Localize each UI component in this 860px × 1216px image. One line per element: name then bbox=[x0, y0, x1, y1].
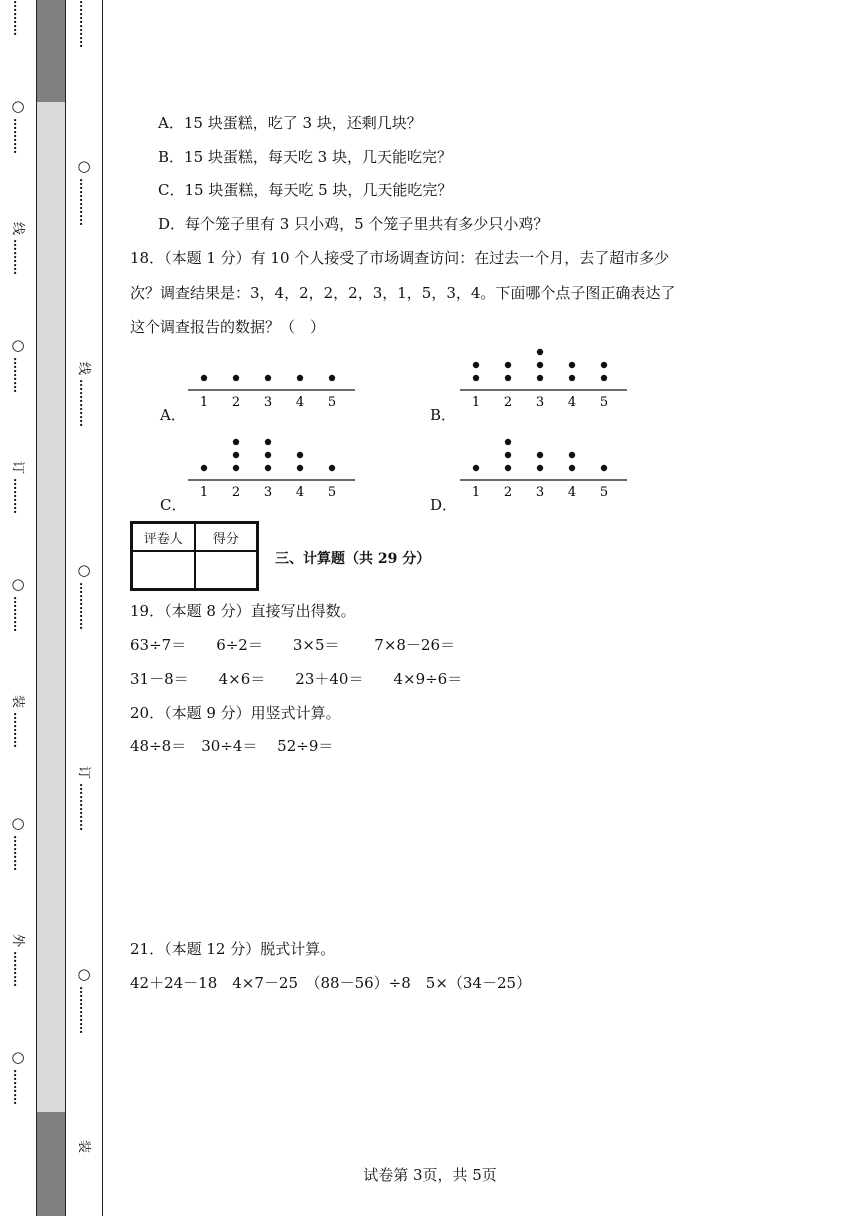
circle-mark: ○ bbox=[11, 97, 25, 115]
plot-tick-label: 5 bbox=[599, 395, 609, 410]
plot-tick-label: 4 bbox=[567, 485, 577, 500]
binding-margin-gray bbox=[37, 0, 66, 1216]
plot-dot bbox=[569, 375, 575, 381]
plot-tick-label: 1 bbox=[471, 485, 481, 500]
plot-dot bbox=[569, 465, 575, 471]
plot-tick-label: 1 bbox=[199, 395, 209, 410]
q18-text-line-2: 次？调查结果是：3，4，2，2，2，3，1，5，3，4。下面哪个点子图正确表达了 bbox=[130, 284, 676, 302]
plot-dot bbox=[233, 465, 239, 471]
circle-mark: ○ bbox=[77, 157, 91, 175]
plot-dot bbox=[537, 452, 543, 458]
plot-dot bbox=[569, 362, 575, 368]
plot-tick-label: 3 bbox=[535, 485, 545, 500]
plot-dot bbox=[537, 349, 543, 355]
circle-mark: ○ bbox=[11, 1048, 25, 1066]
plot-d-label[interactable]: D． bbox=[430, 496, 458, 514]
plot-tick-label: 2 bbox=[231, 395, 241, 410]
plot-dot bbox=[297, 375, 303, 381]
plot-c-label[interactable]: C． bbox=[160, 496, 187, 514]
plot-dot bbox=[473, 362, 479, 368]
dot-plot-b[interactable] bbox=[452, 340, 632, 410]
circle-mark: ○ bbox=[77, 561, 91, 579]
margin-char-outer: 外 bbox=[10, 933, 26, 948]
plot-tick-label: 5 bbox=[327, 485, 337, 500]
plot-dot bbox=[233, 375, 239, 381]
plot-dot bbox=[473, 465, 479, 471]
section-title: 三、计算题（共 29 分） bbox=[275, 551, 431, 567]
q20-row-1: 48÷8＝ 30÷4＝ 52÷9＝ bbox=[130, 737, 334, 755]
plot-dot bbox=[233, 452, 239, 458]
circle-mark: ○ bbox=[11, 814, 25, 832]
q18-text-line-3: 这个调查报告的数据？（ ） bbox=[130, 318, 326, 336]
q17-option-c: C．15 块蛋糕，每天吃 5 块，几天能吃完？ bbox=[158, 181, 453, 199]
plot-tick-label: 5 bbox=[599, 485, 609, 500]
plot-tick-label: 1 bbox=[199, 485, 209, 500]
plot-tick-label: 2 bbox=[503, 395, 513, 410]
page-footer: 试卷第 3页，共 5页 bbox=[363, 1166, 497, 1184]
plot-tick-label: 2 bbox=[231, 485, 241, 500]
plot-dot bbox=[265, 452, 271, 458]
margin-char-bind: 订 bbox=[10, 460, 26, 475]
plot-dot bbox=[537, 362, 543, 368]
margin-char-staple: 装 bbox=[10, 694, 26, 709]
q17-option-a: A．15 块蛋糕，吃了 3 块，还剩几块？ bbox=[158, 114, 422, 132]
q17-option-d: D．每个笼子里有 3 只小鸡，5 个笼子里共有多少只小鸡？ bbox=[158, 215, 549, 233]
plot-dot bbox=[505, 362, 511, 368]
dot-plot-c[interactable] bbox=[180, 430, 360, 500]
plot-tick-label: 3 bbox=[263, 395, 273, 410]
plot-dot bbox=[201, 465, 207, 471]
plot-dot bbox=[601, 375, 607, 381]
plot-tick-label: 3 bbox=[535, 395, 545, 410]
plot-a-label[interactable]: A． bbox=[160, 406, 186, 424]
dot-plot-a[interactable] bbox=[180, 340, 360, 410]
plot-dot bbox=[569, 452, 575, 458]
plot-tick-label: 2 bbox=[503, 485, 513, 500]
circle-mark: ○ bbox=[77, 965, 91, 983]
binding-dark-block-top bbox=[37, 0, 65, 102]
margin-char-line: 线 bbox=[10, 221, 26, 236]
plot-tick-label: 4 bbox=[295, 395, 305, 410]
plot-b-label[interactable]: B． bbox=[430, 406, 457, 424]
dot-plot-d[interactable] bbox=[452, 430, 632, 500]
plot-dot bbox=[201, 375, 207, 381]
plot-tick-label: 5 bbox=[327, 395, 337, 410]
plot-dot bbox=[505, 465, 511, 471]
plot-dot bbox=[601, 362, 607, 368]
circle-mark: ○ bbox=[11, 336, 25, 354]
margin-char-staple: 装 bbox=[76, 1139, 92, 1154]
q21-row-1: 42＋24－18 4×7－25 （88－56）÷8 5×（34－25） bbox=[130, 974, 532, 992]
q19-row-1: 63÷7＝ 6÷2＝ 3×5＝ 7×8－26＝ bbox=[130, 636, 456, 654]
q19-row-2: 31－8＝ 4×6＝ 23＋40＝ 4×9÷6＝ bbox=[130, 670, 463, 688]
q18-text-line-1: 18．（本题 1 分）有 10 个人接受了市场调查访问：在过去一个月，去了超市多少 bbox=[130, 249, 670, 267]
grader-cell-reviewer[interactable] bbox=[132, 551, 195, 589]
grader-header-reviewer: 评卷人 bbox=[132, 523, 195, 551]
outer-cut-line: ……… ○ ……… 线 ……… ○ ……… 订 ……… ○ ……… 装 ……… ○ ……… 外 ……… ○ ……… bbox=[10, 0, 26, 1105]
margin-char-line: 线 bbox=[76, 361, 92, 376]
plot-dot bbox=[265, 465, 271, 471]
plot-dot bbox=[329, 375, 335, 381]
plot-dot bbox=[297, 465, 303, 471]
plot-dot bbox=[265, 439, 271, 445]
plot-dot bbox=[505, 375, 511, 381]
plot-tick-label: 1 bbox=[471, 395, 481, 410]
plot-dot bbox=[537, 375, 543, 381]
q20-title: 20．（本题 9 分）用竖式计算。 bbox=[130, 704, 341, 722]
plot-tick-label: 3 bbox=[263, 485, 273, 500]
plot-tick-label: 4 bbox=[295, 485, 305, 500]
plot-dot bbox=[601, 465, 607, 471]
margin-char-bind: 订 bbox=[76, 765, 92, 780]
grader-cell-score[interactable] bbox=[195, 551, 258, 589]
q21-title: 21．（本题 12 分）脱式计算。 bbox=[130, 940, 336, 958]
plot-dot bbox=[297, 452, 303, 458]
plot-dot bbox=[473, 375, 479, 381]
inner-cut-line: ………… ○ ………… 线 ………… ○ ………… 订 ………… ○ ………… 装 bbox=[76, 0, 92, 1154]
circle-mark: ○ bbox=[11, 575, 25, 593]
grader-header-score: 得分 bbox=[195, 523, 258, 551]
plot-dot bbox=[329, 465, 335, 471]
plot-dot bbox=[505, 439, 511, 445]
plot-dot bbox=[537, 465, 543, 471]
plot-dot bbox=[505, 452, 511, 458]
q17-option-b: B．15 块蛋糕，每天吃 3 块，几天能吃完？ bbox=[158, 148, 452, 166]
grader-table bbox=[130, 521, 259, 591]
plot-dot bbox=[233, 439, 239, 445]
plot-dot bbox=[265, 375, 271, 381]
plot-tick-label: 4 bbox=[567, 395, 577, 410]
q19-title: 19．（本题 8 分）直接写出得数。 bbox=[130, 602, 356, 620]
